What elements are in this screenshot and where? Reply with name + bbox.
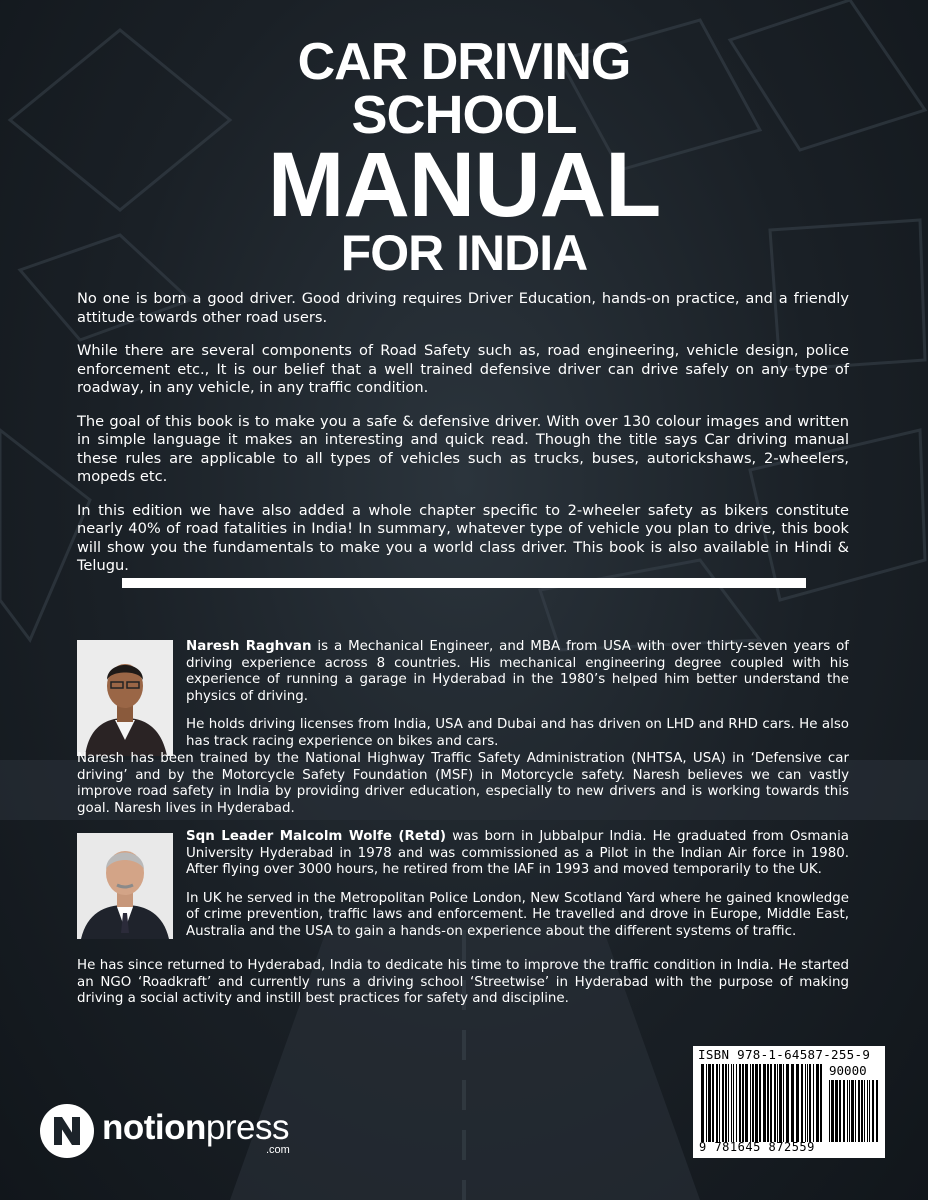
barcode-bar bbox=[783, 1064, 784, 1142]
barcode-bar bbox=[701, 1064, 704, 1142]
barcode-bar bbox=[777, 1064, 778, 1142]
barcode-bar bbox=[786, 1064, 789, 1142]
bio-text: He has since returned to Hyderabad, India to dedicate his time to improve the traffic condition in India. He started an NGO ‘Roadkraft’ and currently runs a driving school ‘Streetwise’ in Hyderabad with the purpose of making driving a social activity and instill best practices for safety and discipline. bbox=[77, 958, 849, 1007]
author-name-malcolm: Sqn Leader Malcolm Wolfe (Retd) bbox=[186, 829, 447, 844]
description-paragraph: In this edition we have also added a whole chapter specific to 2-wheeler safety as bikers constitute nearly 40% of road fatalities in India! In summary, whatever type of vehicle you plan to drive, this book will show you the fundamentals to make you a world class driver. This book is also available in Hindi & Telugu. bbox=[77, 501, 849, 574]
barcode-bar bbox=[849, 1080, 850, 1142]
barcode-bars-icon bbox=[701, 1064, 825, 1142]
description-paragraph: No one is born a good driver. Good driving requires Driver Education, hands-on practice, and a friendly attitude towards other road users. bbox=[77, 290, 849, 326]
price-code: 90000 bbox=[829, 1063, 867, 1078]
barcode-bar bbox=[864, 1080, 865, 1142]
bio-text: He holds driving licenses from India, USA and Dubai and has driven on LHD and RHD cars. He also has track racing experience on bikes and cars. bbox=[186, 717, 849, 749]
barcode-bar bbox=[767, 1064, 769, 1142]
barcode-bar bbox=[847, 1080, 848, 1142]
isbn-number: 9 781645 872559 bbox=[699, 1140, 815, 1154]
barcode-bar bbox=[725, 1064, 727, 1142]
barcode-bar bbox=[716, 1064, 718, 1142]
barcode-bar bbox=[733, 1064, 734, 1142]
barcode-bar bbox=[759, 1064, 761, 1142]
bio-text: Naresh has been trained by the National Highway Traffic Safety Administration (NHTSA, USA) in ‘Defensive car driving’ and by the Motorcycle Safety Foundation (MSF) in Motorcycle safety. Naresh believes we can vastly improve road safety in India by providing driver education, especially to new drivers and is working towards this goal. Naresh lives in Hyderabad. bbox=[77, 751, 849, 816]
barcode-bar bbox=[816, 1064, 819, 1142]
notionpress-n-icon bbox=[40, 1104, 94, 1158]
barcode-bar bbox=[739, 1064, 741, 1142]
barcode-bar bbox=[872, 1080, 874, 1142]
barcode-bar bbox=[861, 1080, 863, 1142]
barcode-bar bbox=[708, 1064, 711, 1142]
publisher-name bbox=[102, 1108, 289, 1148]
barcode-bar bbox=[731, 1064, 732, 1142]
barcode-bar bbox=[779, 1064, 782, 1142]
barcode-bar bbox=[829, 1080, 830, 1142]
book-description bbox=[77, 290, 849, 591]
barcode-bar bbox=[736, 1064, 737, 1142]
author-bio-naresh-intro bbox=[186, 639, 849, 763]
description-paragraph: The goal of this book is to make you a safe & defensive driver. With over 130 colour images and written in simple language it makes an interesting and quick read. Though the title says Car driving manual these rules are applicable to all types of vehicles such as trucks, buses, autorickshaws, 2-wheelers, mopeds etc. bbox=[77, 412, 849, 485]
barcode-bar bbox=[801, 1064, 803, 1142]
barcode-bar bbox=[839, 1080, 841, 1142]
description-paragraph: While there are several components of Road Safety such as, road engineering, vehicle design, police enforcement etc., It is our belief that a well trained defensive driver can drive safely on any type of roadway, in any vehicle, in any traffic condition. bbox=[77, 342, 849, 396]
author-bio-naresh-training bbox=[77, 751, 849, 829]
isbn-label: ISBN 978-1-64587-255-9 bbox=[698, 1047, 871, 1062]
author-bio-malcolm-ngo bbox=[77, 958, 849, 1020]
barcode-bar bbox=[851, 1080, 854, 1142]
book-title bbox=[0, 33, 928, 281]
author-photo-malcolm bbox=[77, 833, 173, 939]
barcode-bar bbox=[706, 1064, 707, 1142]
publisher-domain: .com bbox=[266, 1144, 290, 1156]
barcode-bar bbox=[831, 1080, 834, 1142]
barcode-bar bbox=[712, 1064, 714, 1142]
title-line-2: SCHOOL bbox=[351, 85, 577, 145]
barcode-bar bbox=[835, 1080, 838, 1142]
barcode-bar bbox=[791, 1064, 794, 1142]
barcode-bar bbox=[876, 1080, 878, 1142]
barcode-bar bbox=[843, 1080, 845, 1142]
title-line-4: FOR INDIA bbox=[340, 225, 588, 281]
bio-text: was born in Jubbalpur India. He graduated from Osmania University Hyderabad in 1978 and was commissioned as a Pilot in the Indian Air force in 1980. After flying over 3000 hours, he retired from the IAF in 1993 and moved temporarily to the UK. bbox=[186, 829, 849, 878]
barcode-bar bbox=[809, 1064, 811, 1142]
barcode-bar bbox=[774, 1064, 776, 1142]
barcode-bar bbox=[820, 1064, 822, 1142]
barcode-bar bbox=[855, 1080, 856, 1142]
barcode-bar bbox=[807, 1064, 808, 1142]
barcode-bar bbox=[728, 1064, 729, 1142]
barcode-bar bbox=[763, 1064, 766, 1142]
barcode-bar bbox=[867, 1080, 868, 1142]
barcode-bar bbox=[770, 1064, 772, 1142]
bio-text: In UK he served in the Metropolitan Police London, New Scotland Yard where he gained knowledge of crime prevention, traffic laws and enforcement. He travelled and drove in Europe, Middle East, Australia and the USA to gain a hands-on experience about the different systems of traffic. bbox=[186, 890, 849, 939]
barcode-bar bbox=[813, 1064, 814, 1142]
title-line-3: MANUAL bbox=[267, 134, 661, 236]
title-line-1: CAR DRIVING bbox=[297, 33, 631, 91]
barcode-bar bbox=[745, 1064, 748, 1142]
barcode-bar bbox=[742, 1064, 744, 1142]
bio-text: is a Mechanical Engineer, and MBA from USA with over thirty-seven years of driving experience across 8 countries. His mechanical engineering degree coupled with his experience of running a garage in Hyderabad in the 1980’s helped him better understand the physics of driving. bbox=[186, 639, 850, 704]
barcode-bar bbox=[869, 1080, 870, 1142]
barcode-bar bbox=[750, 1064, 751, 1142]
section-divider bbox=[122, 578, 806, 588]
author-photo-naresh bbox=[77, 640, 173, 756]
barcode-bar bbox=[722, 1064, 724, 1142]
addon-barcode-bars-icon bbox=[829, 1080, 879, 1142]
barcode-bar bbox=[752, 1064, 754, 1142]
barcode-bar bbox=[755, 1064, 758, 1142]
barcode-bar bbox=[719, 1064, 720, 1142]
isbn-barcode bbox=[693, 1046, 885, 1158]
author-name-naresh: Naresh Raghvan bbox=[186, 639, 312, 654]
publisher-name-light: press bbox=[205, 1108, 289, 1147]
barcode-bar bbox=[796, 1064, 799, 1142]
barcode-bar bbox=[805, 1064, 806, 1142]
barcode-bar bbox=[858, 1080, 860, 1142]
publisher-name-bold: notion bbox=[102, 1108, 206, 1147]
author-bio-malcolm-intro bbox=[186, 829, 849, 953]
